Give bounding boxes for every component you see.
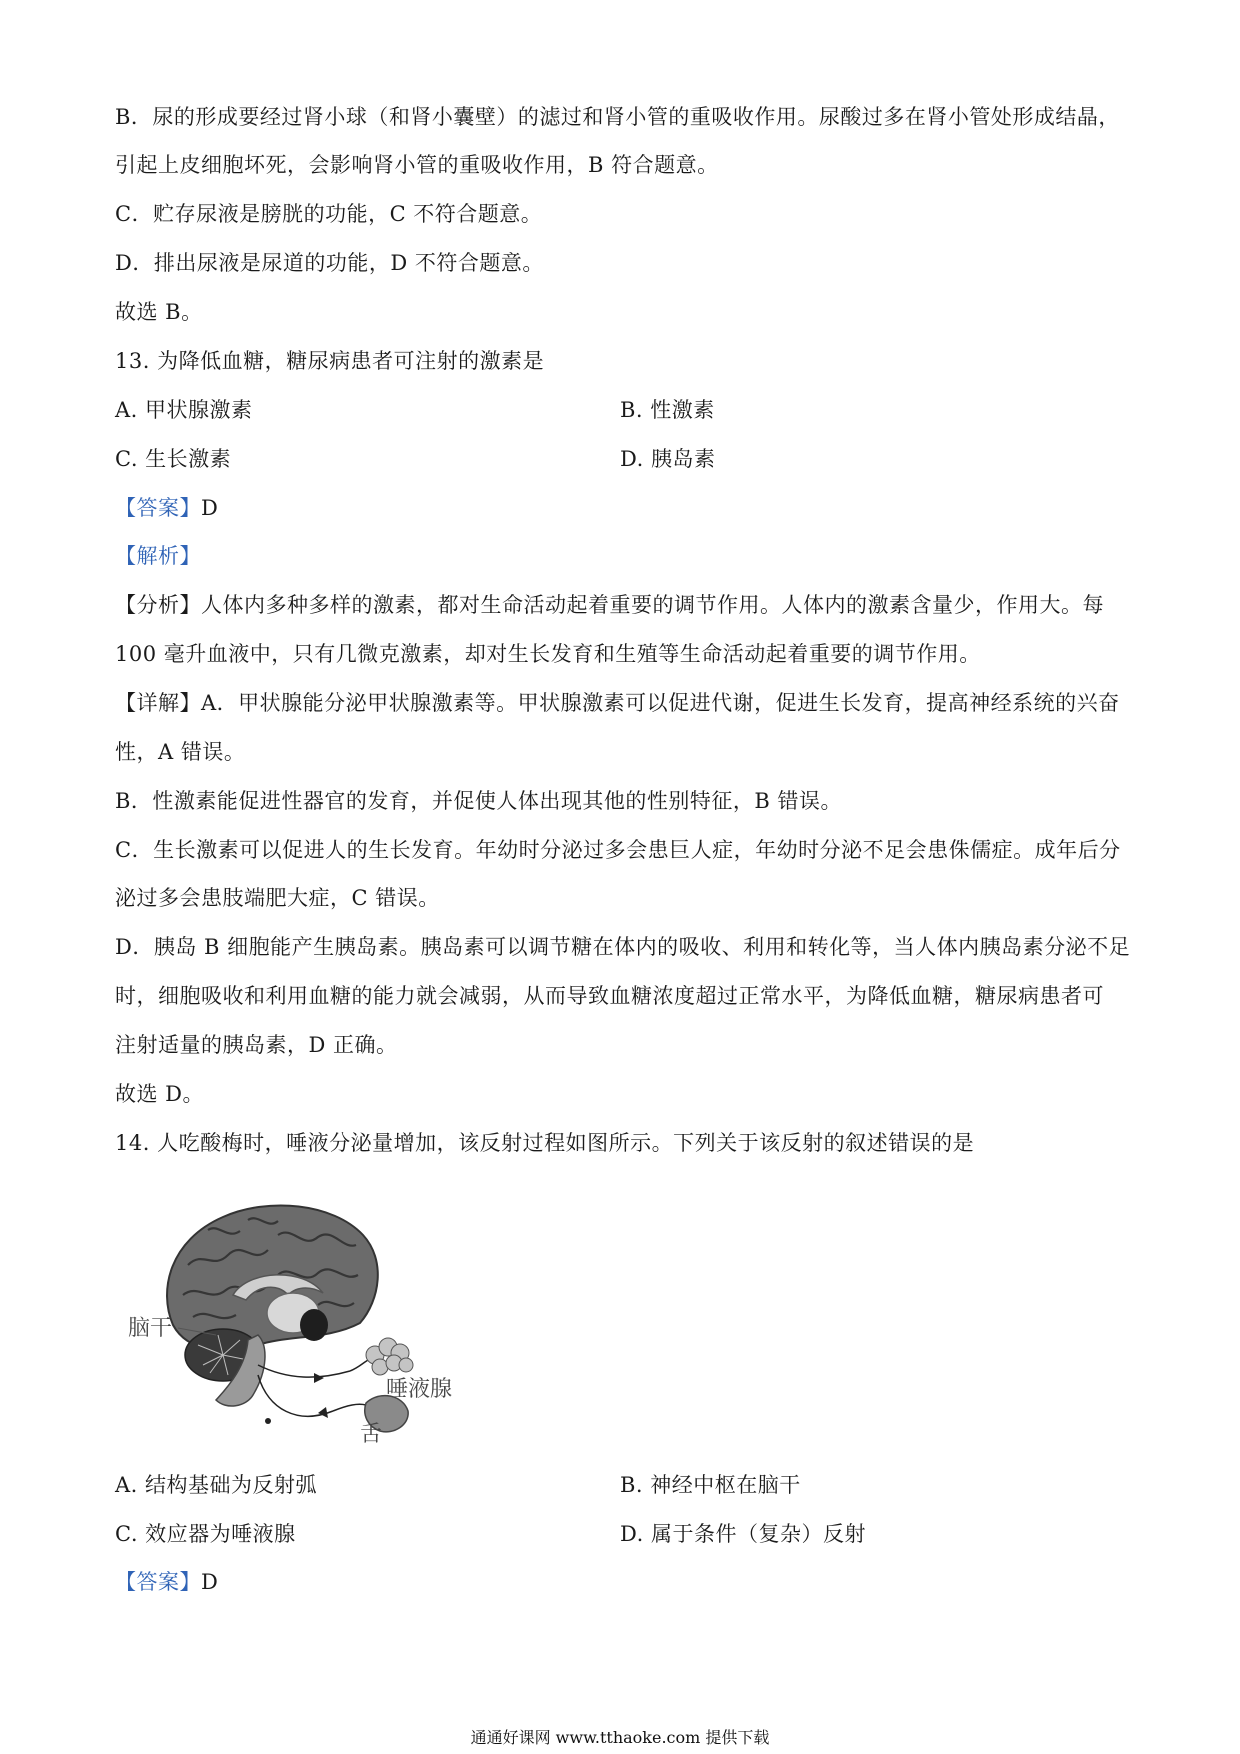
label-salivary-gland: 唾液腺 [386,1377,453,1402]
q13-option-a: A. 甲状腺激素 [115,398,253,422]
q14-answer [115,1567,218,1597]
q13-option-d: D. 胰岛素 [620,447,716,471]
paragraph-line: C．贮存尿液是膀胱的功能，C 不符合题意。 [115,202,543,226]
analysis-line: D．胰岛 B 细胞能产生胰岛素。胰岛素可以调节糖在体内的吸收、利用和转化等，当人体内胰岛素分泌不足 [115,935,1131,959]
question-14-stem: 14. 人吃酸梅时，唾液分泌量增加，该反射过程如图所示。下列关于该反射的叙述错误的是 [115,1131,975,1155]
answer-tag: 【答案】 [115,496,201,520]
analysis-line: 时，细胞吸收和利用血糖的能力就会减弱，从而导致血糖浓度超过正常水平，为降低血糖，糖尿病患者可 [115,984,1104,1008]
analysis-line: B．性激素能促进性器官的发育，并促使人体出现其他的性别特征，B 错误。 [115,789,843,813]
q14-option-d: D. 属于条件（复杂）反射 [620,1522,866,1546]
answer-tag: 【答案】 [115,1570,201,1594]
analysis-line: 100 毫升血液中，只有几微克激素，却对生长发育和生殖等生命活动起着重要的调节作用。 [115,642,981,666]
q13-option-c: C. 生长激素 [115,447,232,471]
salivary-gland-shape [366,1338,413,1375]
label-tongue: 舌 [360,1422,383,1445]
q13-option-b: B. 性激素 [620,398,715,422]
answer-value: D [201,1570,219,1594]
label-brainstem: 脑干 [128,1316,173,1341]
analysis-line: 故选 D。 [115,1082,205,1106]
answer-value: D [201,496,219,520]
analysis-line: 【分析】人体内多种多样的激素，都对生命活动起着重要的调节作用。人体内的激素含量少，作用大。每 [115,593,1104,617]
analysis-line: 【详解】A．甲状腺能分泌甲状腺激素等。甲状腺激素可以促进代谢，促进生长发育，提高神经系统的兴奋 [115,691,1120,715]
q14-option-c: C. 效应器为唾液腺 [115,1522,296,1546]
q14-option-b: B. 神经中枢在脑干 [620,1473,801,1497]
paragraph-line: D．排出尿液是尿道的功能，D 不符合题意。 [115,251,544,275]
q14-option-a: A. 结构基础为反射弧 [115,1473,318,1497]
question-13-stem: 13. 为降低血糖，糖尿病患者可注射的激素是 [115,349,545,373]
analysis-line: 泌过多会患肢端肥大症，C 错误。 [115,886,440,910]
analysis-tag: 【解析】 [115,544,201,568]
paragraph-line: 引起上皮细胞坏死，会影响肾小管的重吸收作用，B 符合题意。 [115,153,719,177]
analysis-line: C．生长激素可以促进人的生长发育。年幼时分泌过多会患巨人症，年幼时分泌不足会患侏儒症。成年后分 [115,838,1121,862]
page-footer: 通通好课网 www.tthaoke.com 提供下载 [470,1728,770,1747]
paragraph-line: B．尿的形成要经过肾小球（和肾小囊壁）的滤过和肾小管的重吸收作用。尿酸过多在肾小管处形成结晶， [115,105,1120,129]
analysis-line: 注射适量的胰岛素，D 正确。 [115,1033,398,1057]
paragraph-line: 故选 B。 [115,300,203,324]
brain-diagram [118,1195,500,1445]
q13-answer [115,493,218,523]
reflex-arc-figure [118,1195,500,1445]
analysis-line: 性，A 错误。 [115,740,246,764]
